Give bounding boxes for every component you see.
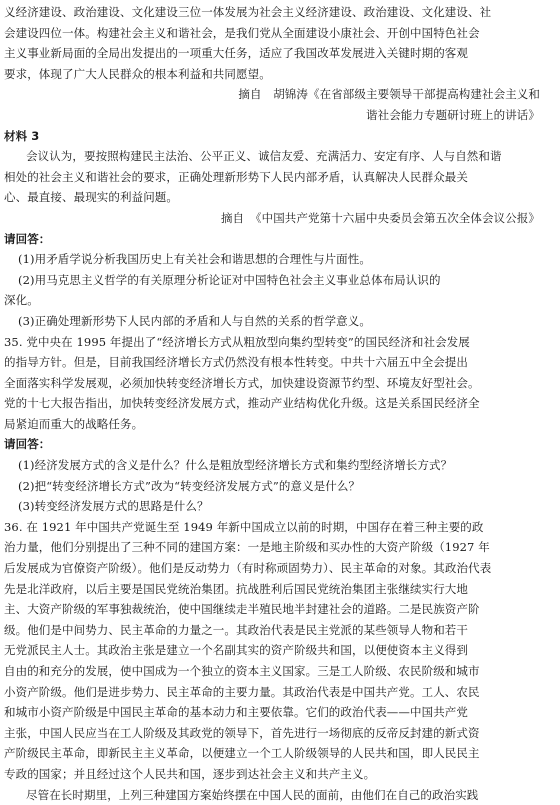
question-item: (1)经济发展方式的含义是什么？什么是粗放型经济增长方式和集约型经济增长方式？ xyxy=(18,458,453,473)
text-line: 治力量，他们分别提出了三种不同的建国方案：一是地主阶级和买办性的大资产阶级（1927 年 xyxy=(4,540,490,555)
text-line: 义经济建设、政治建设、文化建设三位一体发展为社会主义经济建设、政治建设、文化建设、社 xyxy=(4,5,492,19)
question-34-items xyxy=(4,249,556,331)
text-line: 级。他们是中间势力、民主革命的力量之一。其政治代表是民主党派的某些领导人物和若干 xyxy=(4,622,468,637)
text-line: 主张，中国人民应当在工人阶级及其政党的领导下，首先进行一场彻底的反帝反封建的新式资 xyxy=(4,725,480,740)
question-item: 深化。 xyxy=(4,293,39,308)
text-line: 后发展成为官僚资产阶级）。他们是反动势力（有时称顽固势力）、民主革命的对象。其政治代表 xyxy=(4,561,492,576)
text-line: 主、大资产阶级的军事独裁统治，使中国继续走半殖民地半封建社会的道路。二是民族资产阶 xyxy=(4,602,480,617)
text-line: 会议认为，要按照构建民主法治、公平正义、诚信友爱、充满活力、安定有序、人与自然和谐 xyxy=(26,149,502,164)
text-line: 心、最直接、最现实的利益问题。 xyxy=(4,190,178,205)
material-2-source: 摘自 胡锦涛《在省部级主要领导干部提高构建社会主义和 xyxy=(238,87,540,102)
question-35-items xyxy=(4,455,556,517)
text-line: 先是北洋政府，以后主要是国民党统治集团。抗战胜利后国民党统治集团主张继续实行大地 xyxy=(4,581,468,596)
text-line: 小资产阶级。他们是进步势力、民主革命的主要力量。其政治代表是中国共产党。工人、农民 xyxy=(4,684,480,699)
material-2-source: 谐社会能力专题研讨班上的讲话》 xyxy=(366,107,540,122)
text-line: 专政的国家；并且经过这个人民共和国，逐步到达社会主义和共产主义。 xyxy=(4,766,376,781)
question-item: (2)把“转变经济增长方式”改为“转变经济发展方式”的意义是什么？ xyxy=(18,478,361,493)
text-line: 相处的社会主义和谐社会的要求，正确处理新形势下人民内部矛盾，认真解决人民群众最关 xyxy=(4,169,468,184)
material-3-source: 摘自 《中国共产党第十六届中央委员会第五次全体会议公报》 xyxy=(220,210,540,225)
text-line: 产阶级民主革命，即新民主主义革命，以便建立一个工人阶级领导的人民共和国，即人民民主 xyxy=(4,746,480,761)
question-item: (1)用矛盾学说分析我国历史上有关社会和谐思想的合理性与片面性。 xyxy=(18,252,371,267)
text-line: 要求，体现了广大人民群众的根本利益和共同愿望。 xyxy=(4,66,271,81)
text-line: 的指导方针。但是，目前我国经济增长方式仍然没有根本性转变。中共十六届五中全会提出 xyxy=(4,355,468,370)
question-item: (3)转变经济发展方式的思路是什么？ xyxy=(18,499,209,514)
text-line: 局紧迫而重大的战略任务。 xyxy=(4,416,144,431)
text-line: 会建设四位一体。构建社会主义和谐社会，是我们党从全面建设小康社会、开创中国特色社会 xyxy=(4,25,480,40)
text-line: 尽管在长时期里，上列三种建国方案始终摆在中国人民的面前，由他们在自己的政治实践 xyxy=(26,787,479,802)
material-2-tail xyxy=(4,2,556,84)
text-line: 无党派民主人士。其政治主张是建立一个名副其实的资产阶级共和国，以便使资本主义得到 xyxy=(4,643,468,658)
text-line: 全面落实科学发展观，必须加快转变经济增长方式，加快建设资源节约型、环境友好型社会。 xyxy=(4,375,480,390)
answer-prompt: 请回答： xyxy=(4,437,51,452)
question-item: (3)正确处理新形势下人民内部的矛盾和人与自然的关系的哲学意义。 xyxy=(18,313,371,328)
material-3-heading: 材料 3 xyxy=(4,128,40,143)
answer-prompt: 请回答： xyxy=(4,231,51,246)
material-3-body xyxy=(4,146,556,208)
text-line: 36. 在 1921 年中国共产党诞生至 1949 年新中国成立以前的时期，中国存在着三种主要的政 xyxy=(4,519,484,534)
text-line: 主义事业新局面的全局出发提出的一项重大任务，适应了我国改革发展进入关键时期的客观 xyxy=(4,46,468,61)
question-36-body xyxy=(4,517,556,805)
question-35-body xyxy=(4,332,556,435)
text-line: 和城市小资产阶级是中国民主革命的基本动力和主要依靠。它们的政治代表——中国共产党 xyxy=(4,705,468,720)
question-item: (2)用马克思主义哲学的有关原理分析论证对中国特色社会主义事业总体布局认识的 xyxy=(18,272,441,287)
text-line: 自由的和充分的发展，使中国成为一个独立的资本主义国家。三是工人阶级、农民阶级和城市 xyxy=(4,664,480,678)
text-line: 35. 党中央在 1995 年提出了“经济增长方式从粗放型向集约型转变”的国民经济和社会发展 xyxy=(4,334,470,349)
text-line: 党的十七大报告指出，加快转变经济发展方式，推动产业结构优化升级。这是关系国民经济全 xyxy=(4,396,480,411)
